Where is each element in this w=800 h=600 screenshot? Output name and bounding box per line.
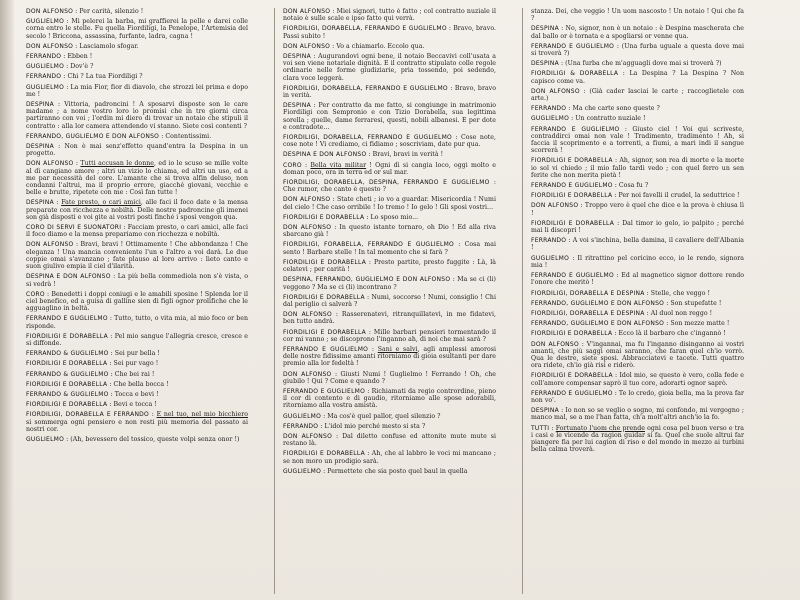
line-text: Per carità, silenzio ! [79, 8, 144, 15]
dialogue-line: FIORDILIGI, DORABELLA, DESPINA, FERRANDO E GUGLIELMO : Che rumor, che canto è questo ? [283, 179, 496, 194]
speaker-name: FERRANDO & GUGLIELMO [26, 370, 109, 378]
speaker-name: FIORDILIGI E DORABELLA [283, 328, 367, 336]
dialogue-line: FERRANDO E GUGLIELMO : Ed al magnetico signor dottore rendo l'onore che meritò ! [531, 272, 744, 287]
line-text: Bella vita militar ! Ogni dì si cangia loco, oggi molto e doman poco, ora in terra ed or sul mar. [283, 161, 496, 176]
dialogue-line: FIORDILIGI E DORABELLA : Sei pur vago ! [26, 360, 159, 368]
line-text: La più bella commediola non s'è vista, o si vedrà ! [26, 273, 248, 288]
speaker-name: FERRANDO E GUGLIELMO [531, 182, 613, 190]
speaker-name: FERRANDO [531, 105, 567, 113]
speaker-name: GUGLIELMO [531, 115, 570, 123]
speaker-name: FERRANDO E GUGLIELMO [283, 387, 366, 395]
dialogue-line: GUGLIELMO : Mi pelerei la barba, mi graffierei la pelle e darei colle corna entro le stelle. Fu quella Fiordiligi, la Penelope, l'Artemisia del secolo ! Briccona, assassina, furfante, ladra, cagna ! [26, 18, 248, 40]
speaker-name: FIORDILIGI E DORABELLA [283, 213, 365, 221]
speaker-name: FERRANDO E GUGLIELMO [531, 389, 613, 397]
speaker-name: DON ALFONSO [26, 160, 74, 168]
dialogue-line: FIORDILIGI & DORABELLA : La Despina ? La Despina ? Non capisco come va. [531, 70, 744, 85]
dialogue-line: FIORDILIGI E DORABELLA : Ah, signor, son rea di morte e la morte io sol vi chiedo ; il mio fallo tardi vedo ; con quel ferro un sen ferite che non merita pietà ! [531, 157, 744, 179]
dialogue-line: DESPINA, FERRANDO, GUGLIELMO E DON ALFONSO : Ma se ci (li) veggono ? Ma se ci (li) incontrano ? [283, 276, 496, 291]
speaker-name: TUTTI [531, 424, 550, 432]
text-columns [26, 8, 786, 594]
speaker-name: DESPINA [283, 102, 311, 110]
line-text: Contentissimi. [165, 132, 212, 140]
line-text: Ed al magnetico signor dottore rendo l'onore che meritò ! [531, 272, 744, 287]
speaker-name: DON ALFONSO [531, 340, 579, 348]
speaker-name: FIORDILIGI E DORABELLA [26, 360, 108, 368]
speaker-name: DON ALFONSO [283, 311, 332, 319]
speaker-name: FIORDILIGI E DORABELLA [26, 380, 108, 388]
dialogue-line: FIORDILIGI E DORABELLA : Idol mio, se questo è vero, colla fede e coll'amore compensar saprò il tuo core, adorarti ognor saprò. [531, 372, 744, 387]
speaker-name: FIORDILIGI E DORABELLA [531, 219, 615, 227]
dialogue-line: DON ALFONSO : Lasciamolo sfogar. [26, 42, 139, 50]
line-text: (Ah, bevessero del tossico, queste volpi senza onor !) [70, 435, 240, 443]
dialogue-line: DON ALFONSO : State cheti ; io vo a guardar. Misericordia ! Numi del cielo ! Che caso orribile ! Io tremo ! Io gelo ! Gli sposi vostri... [283, 196, 496, 211]
line-text: No, signor, non è un notaio : è Despina mascherata che dal ballo or è tornata e a spogliarsi or venne qua. [531, 25, 744, 40]
line-text: Bravi, bravi in verità ! [372, 151, 444, 159]
line-text: Ma cos'è quel pallor, quel silenzio ? [327, 412, 441, 420]
dialogue-line: FERRANDO : A voi s'inchina, bella damina, il cavaliere dell'Albania ! [531, 237, 744, 252]
line-text: Cose note, cose note ! Vi crediamo, ci fidiamo ; soscriviam, date pur qua. [283, 134, 496, 149]
dialogue-line: FIORDILIGI, DORABELLA, FERRANDO E GUGLIELMO : Bravo, bravo in verità. [283, 84, 496, 100]
line-text: Dov'è ? [70, 63, 94, 71]
speaker-name: FERRANDO, GUGLIELMO E DON ALFONSO [531, 299, 665, 307]
dialogue-line: DESPINA : Fate presto, o cari amici, alle faci il foco date e la mensa preparate con ricchezza e nobiltà. Delle nostre padroncine gli imenei son già disposti e voi gite ai vostri posti finché i sposi vengon qua. [26, 199, 248, 221]
dialogue-line: FERRANDO : L'idol mio perché mesto si sta ? [283, 422, 426, 430]
dialogue-line: DESPINA : Io non so se veglio o sogno, mi confondo, mi vergogno ; manco mal, se a me l'han fatta, ch'a molt'altri anch'io la fo. [531, 407, 744, 422]
speaker-name: CORO [283, 161, 302, 169]
line-text: Al duol non reggo ! [650, 309, 713, 317]
dialogue-line: FERRANDO E GUGLIELMO : Tutto, tutto, o vita mia, al mio foco or ben risponde. [26, 315, 248, 330]
dialogue-line: FERRANDO E GUGLIELMO : Cosa fu ? [531, 182, 649, 190]
speaker-name: FIORDILIGI, DORABELLA, FERRANDO E GUGLIELMO [283, 84, 448, 92]
line-text: Son mezze matte ! [670, 320, 730, 328]
line-text: Ma se ci (li) veggono ? Ma se ci (li) incontrano ? [283, 276, 496, 291]
line-text: Per noi favelli il crudel, la seduttrice ! [618, 192, 740, 200]
speaker-name: DON ALFONSO [531, 87, 580, 95]
line-text: Mi pelerei la barba, mi graffierei la pelle e darei colle corna entro le stelle. Fu quella Fiordiligi, la Penelope, l'Artemisia del secolo ! Briccona, assassina, furfante, ladra, cagna ! [26, 18, 248, 40]
speaker-name: FIORDILIGI E DORABELLA [531, 330, 613, 338]
speaker-name: DON ALFONSO [283, 42, 331, 50]
speaker-name: FERRANDO [26, 73, 62, 81]
line-text: (Una furba uguale a questa dove mai si troverà ?) [531, 42, 744, 58]
line-text: La mia Fior, fior di diavolo, che strozzi lei prima e dopo me ! [26, 83, 248, 98]
dialogue-line: FERRANDO : Chi ? La tua Fiordiligi ? [26, 73, 143, 81]
line-text: State cheti ; io vo a guardar. Misericordia ! Numi del cielo ! Che caso orribile ! Io tremo ! Io gelo ! Gli sposi vostri... [283, 196, 496, 211]
line-text: Stelle, che veggo ! [650, 289, 711, 297]
speaker-name: FERRANDO & GUGLIELMO [26, 390, 109, 398]
dialogue-line: FIORDILIGI E DORABELLA : Mille barbari pensieri tormentando il cor mi vanno ; se discoprono l'inganno ah, di noi che mai sarà ? [283, 328, 496, 343]
line-text: Cosa mai sento ! Barbare stelle ! In tal momento che si farà ? [283, 241, 496, 256]
speaker-name: DESPINA [531, 25, 559, 33]
speaker-name: FIORDILIGI E DORABELLA [531, 157, 613, 165]
line-text: Pel mio sangue l'allegria cresce, cresce e si diffonde. [26, 332, 248, 347]
line-text: Chi ? La tua Fiordiligi ? [67, 73, 143, 81]
speaker-name: GUGLIELMO [283, 412, 322, 420]
speaker-name: DESPINA [531, 407, 559, 415]
dialogue-line: DON ALFONSO : Troppo vero è quel che dice e la prova è chiusa lì ! [531, 202, 744, 217]
line-text: Te lo credo, gioia bella, ma la prova far non vo'. [531, 389, 744, 404]
page-binding-shadow [0, 0, 14, 600]
song-incipit: Fate presto, o cari amici [61, 199, 141, 207]
speaker-name: DESPINA [531, 60, 559, 68]
speaker-name: FIORDILIGI, DORABELLA, FERRANDO E GUGLIELMO [283, 134, 452, 142]
column-right [522, 8, 744, 594]
speaker-name: DON ALFONSO [283, 8, 331, 15]
line-text: Sani e salvi, agli amplessi amorosi delle nostre fidissime amanti ritorniamo di gioia esultanti per dare premio alla lor fedeltà ! [283, 345, 496, 368]
line-text: L'idol mio perché mesto si sta ? [324, 422, 426, 430]
dialogue-line: FERRANDO : Ebben ! [26, 53, 93, 61]
speaker-name: FERRANDO E GUGLIELMO [531, 125, 620, 133]
dialogue-line: DON ALFONSO : Tutti accusan le donne, ed io le scuso se mille volte al dì cangiano amore ; altri un vizio lo chiama, ed altri un uso, ed a me par necessità del core. L'amante che si trova alfin deluso, non condanni l'altrui, ma il proprio errore, giacché giovani, vecchie e belle e brutte, ripetete con me : Così fan tutte ! [26, 160, 248, 197]
speaker-name: DESPINA E DON ALFONSO [26, 273, 111, 281]
line-text: Numi, soccorso ! Numi, consiglio ! Chi dal periglio ci salverà ? [283, 293, 496, 308]
dialogue-line: CORO : Bella vita militar ! Ogni dì si cangia loco, oggi molto e doman poco, ora in terra ed or sul mar. [283, 161, 496, 176]
dialogue-line: DESPINA : No, signor, non è un notaio : è Despina mascherata che dal ballo or è tornata e a spogliarsi or venne qua. [531, 25, 744, 40]
dialogue-line: GUGLIELMO : Il ritrattino pel coricino ecco, io le rendo, signora mia ! [531, 254, 744, 269]
line-text: Un contratto nuziale ! [575, 115, 646, 123]
speaker-name: FIORDILIGI E DORABELLA [26, 401, 108, 409]
dialogue-line: DESPINA : Non è mai senz'effetto quand'entra la Despina in un progetto. [26, 143, 248, 158]
speaker-name: FIORDILIGI E DORABELLA [531, 192, 613, 200]
dialogue-line: GUGLIELMO : Permettete che sia posto quel baul in quella [283, 467, 468, 475]
song-incipit: Fortunato l'uom che prende [555, 424, 645, 432]
dialogue-line: FIORDILIGI E DORABELLA : Bevi e tocca ! [26, 401, 157, 409]
speaker-name: GUGLIELMO [26, 435, 65, 443]
dialogue-line: DESPINA : Per contratto da me fatto, si congiunge in matrimonio Fiordiligi con Sempronio e con Tizio Dorabella, sua legittima sorella ; quelle, dame ferraresi, questi, nobili albanesi. E per dote e contradote... [283, 102, 496, 131]
speaker-name: FERRANDO E GUGLIELMO [26, 315, 108, 323]
line-text: Tocca e bevi ! [114, 390, 159, 398]
speaker-name: FERRANDO [283, 422, 319, 430]
speaker-name: FERRANDO E GUGLIELMO [531, 42, 615, 50]
dialogue-line: DON ALFONSO : V'ingannai, ma fu l'inganno disinganno ai vostri amanti, che più saggi omai saranno, che faran quel ch'io vorrò. Qua le destre, siete sposi. Abbracciatevi e tacete. Tutti quattro ora ridete, ch'io già risi e riderò. [531, 340, 744, 370]
line-text: Per contratto da me fatto, si congiunge in matrimonio Fiordiligi con Sempronio e con Tizio Dorabella, sua legittima sorella ; quelle, dame ferraresi, questi, nobili albanesi. E per dote e contradote... [283, 102, 496, 131]
dialogue-line: DON ALFONSO : Miei signori, tutto è fatto ; col contratto nuziale il notaio è sulle scale e ipso fatto qui verrà. [283, 8, 496, 23]
speaker-name: FIORDILIGI E DORABELLA [283, 293, 365, 301]
dialogue-line: DON ALFONSO : In questo istante tornaro, oh Dio ! Ed alla riva sbarcano già ! [283, 224, 496, 239]
speaker-name: FIORDILIGI E DORABELLA [26, 332, 108, 340]
dialogue-line: DESPINA E DON ALFONSO : La più bella commediola non s'è vista, o si vedrà ! [26, 273, 248, 288]
line-text: Permettete che sia posto quel baul in quella [327, 467, 468, 475]
dialogue-line: FERRANDO & GUGLIELMO : Sei pur bella ! [26, 350, 160, 358]
line-text: (Già cader lasciai le carte ; raccoglietele con arte.) [531, 87, 744, 103]
line-text: Lo sposo mio... [370, 213, 419, 221]
speaker-name: DESPINA [26, 101, 54, 109]
speaker-name: DESPINA [26, 143, 54, 151]
dialogue-line: DON ALFONSO : Rasserenatevi, ritranquillatevi, in me fidatevi, ben tutto andrà. [283, 311, 496, 326]
line-text: Ah, che al labbro le voci mi mancano ; se non moro un prodigio sarà. [283, 450, 496, 465]
speaker-name: FIORDILIGI & DORABELLA [531, 70, 619, 78]
line-text: Sei pur vago ! [113, 360, 159, 368]
line-text: Son stupefatte ! [670, 299, 722, 307]
line-text: La Despina ? La Despina ? Non capisco come va. [531, 70, 744, 85]
dialogue-line [531, 8, 744, 22]
line-text: Presto partite, presto fuggite : Là, là celatevi ; per carità ! [283, 258, 496, 274]
dialogue-line: GUGLIELMO : Dov'è ? [26, 63, 94, 71]
line-text: Facciam presto, o cari amici, alle faci il foco diamo e la mensa prepariamo con ricchezza e nobiltà. [26, 224, 248, 239]
dialogue-line: FERRANDO, GUGLIELMO E DON ALFONSO : Son stupefatte ! [531, 299, 722, 307]
line-text: Troppo vero è quel che dice e la prova è chiusa lì ! [531, 202, 744, 217]
dialogue-line: FIORDILIGI E DORABELLA : Ah, che al labbro le voci mi mancano ; se non moro un prodigio sarà. [283, 450, 496, 465]
speaker-name: DESPINA, FERRANDO, GUGLIELMO E DON ALFONSO [283, 276, 451, 284]
speaker-name: FERRANDO E GUGLIELMO [283, 345, 369, 353]
speaker-name: DESPINA [26, 199, 54, 207]
speaker-name: DESPINA E DON ALFONSO [283, 151, 367, 159]
dialogue-line: GUGLIELMO : La mia Fior, fior di diavolo, che strozzi lei prima e dopo me ! [26, 83, 248, 98]
speaker-name: FIORDILIGI, DORABELLA E DESPINA [531, 289, 645, 297]
line-text: Giusti Numi ! Guglielmo ! Ferrando ! Oh, che giubilo ! Qui ? Come e quando ? [283, 370, 496, 385]
speaker-name: FIORDILIGI, DORABELLA, FERRANDO E GUGLIELMO [283, 25, 447, 33]
dialogue-line: DESPINA : Vittoria, padroncini ! A sposarvi disposte son le care madame ; a nome vostro loro io promisi che in tre giorni circa partiranno con voi ; l'ordin mi diero di trovar un notaio che stipuli il contratto : alla lor camera attendendo vi stanno. Siete così contenti ? [26, 101, 248, 130]
dialogue-line: FIORDILIGI, DORABELLA E DESPINA : Al duol non reggo ! [531, 309, 713, 317]
line-text: Bravi, bravi ! Ottimamente ! Che abbondanza ! Che eleganza ! Una mancia conveniente l'un e l'altro a voi darà. Le due coppie omai s'avanzano ; fate plauso al loro arrivo : lieto canto e suon giulivo empia il ciel d'ilarità. [26, 241, 248, 271]
line-text: Rasserenatevi, ritranquillatevi, in me fidatevi, ben tutto andrà. [283, 311, 496, 326]
dialogue-line: FIORDILIGI E DORABELLA : Che bella bocca ! [26, 380, 169, 388]
dialogue-line: DON ALFONSO : Dal diletto confuse ed attonite mute mute si restano là. [283, 432, 496, 448]
song-incipit: Tutti accusan le donne [80, 160, 154, 168]
speaker-name: FERRANDO [26, 53, 62, 61]
dialogue-line: FIORDILIGI E DORABELLA : Ecco là il barbaro che c'ingannò ! [531, 330, 726, 338]
line-text: Ma che carte sono queste ? [572, 105, 660, 113]
line-text: Richiamati da regio contrordine, pieno il cor di contento e di gaudio, ritorniamo alle spose adorabili, ritorniamo alla vostra amistà. [283, 387, 496, 410]
speaker-name: FIORDILIGI E DORABELLA [283, 450, 365, 458]
dialogue-line: FERRANDO : Ma che carte sono queste ? [531, 105, 660, 113]
dialogue-line: DON ALFONSO : Giusti Numi ! Guglielmo ! Ferrando ! Oh, che giubilo ! Qui ? Come e quando ? [283, 370, 496, 385]
line-text: Fate presto, o cari amici, alle faci il foco date e la mensa preparate con ricchezza e nobiltà. Delle nostre padroncine gli imenei son già disposti e voi gite ai vostri posti finché i sposi vengon qua. [26, 199, 248, 221]
dialogue-line: DON ALFONSO : Bravi, bravi ! Ottimamente ! Che abbondanza ! Che eleganza ! Una mancia conveniente l'un e l'altro a voi darà. Le due coppie omai s'avanzano ; fate plauso al loro arrivo : lieto canto e suon giulivo empia il ciel d'ilarità. [26, 241, 248, 271]
line-text: Ebben ! [67, 53, 93, 61]
dialogue-line: FIORDILIGI E DORABELLA : Presto partite, presto fuggite : Là, là celatevi ; per carità ! [283, 258, 496, 274]
speaker-name: CORO [26, 290, 45, 298]
dialogue-line: TUTTI : Fortunato l'uom che prende ogni cosa pel buon verso e tra i casi e le vicende da ragion guidar si fa. Quel che suole altrui far piangere fia per lui cagion di riso e del mondo in mezzo ai turbini bella calma troverà. [531, 424, 744, 454]
speaker-name: DESPINA [283, 53, 311, 61]
speaker-name: FIORDILIGI E DORABELLA [531, 372, 613, 380]
line-text: Tutto, tutto, o vita mia, al mio foco or ben risponde. [26, 315, 248, 330]
song-incipit: E nel tuo, nel mio bicchiero [156, 411, 248, 419]
dialogue-line: FERRANDO E GUGLIELMO : Te lo credo, gioia bella, ma la prova far non vo'. [531, 389, 744, 404]
dialogue-line: FIORDILIGI, DORABELLA, FERRANDO E GUGLIELMO : Cose note, cose note ! Vi crediamo, ci fidiamo ; soscriviam, date pur qua. [283, 134, 496, 149]
speaker-name: FERRANDO, GUGLIELMO E DON ALFONSO [26, 132, 160, 140]
line-text: V'ingannai, ma fu l'inganno disinganno ai vostri amanti, che più saggi omai saranno, che faran quel ch'io vorrò. Qua le destre, siete sposi. Abbracciatevi e tacete. Tutti quattro ora ridete, ch'io già risi e riderò. [531, 340, 744, 370]
line-text: stanza. Dei, che veggio ! Un uom nascosto ! Un notaio ! Qui che fa ? [531, 8, 744, 23]
dialogue-line: FERRANDO & GUGLIELMO : Tocca e bevi ! [26, 390, 159, 398]
speaker-name: GUGLIELMO [26, 18, 65, 26]
line-text: Bevi e tocca ! [113, 401, 157, 409]
song-incipit: Bella vita militar [310, 161, 367, 169]
dialogue-line: CORO : Benedetti i doppi coniugi e le amabili sposine ! Splenda lor il ciel benefico, ed a guisa di galline sien di figli ognor prolifiche che le agguaglino in beltà. [26, 290, 248, 313]
line-text: Benedetti i doppi coniugi e le amabili sposine ! Splenda lor il ciel benefico, ed a guisa di galline sien di figli ognor prolifiche che le agguaglino in beltà. [26, 290, 248, 313]
speaker-name: FERRANDO & GUGLIELMO [26, 350, 109, 358]
speaker-name: DON ALFONSO [26, 42, 74, 50]
line-text: Che rumor, che canto è questo ? [283, 186, 386, 194]
dialogue-line: FIORDILIGI E DORABELLA : Dal timor io gelo, io palpito ; perché mai li discopri ! [531, 219, 744, 235]
dialogue-line: FIORDILIGI, FORABELLA, FERRANDO E GUGLIELMO : Cosa mai sento ! Barbare stelle ! In tal momento che si farà ? [283, 241, 496, 256]
line-text: Dal diletto confuse ed attonite mute mute si restano là. [283, 432, 496, 448]
line-text: E nel tuo, nel mio bicchiero si sommerga ogni pensiero e non resti più memoria del passato ai nostri cor. [26, 411, 248, 433]
line-text: Giusto ciel ! Voi qui scriveste, contraddirci omai non vale ! Tradimento, tradimento ! Ah, si faccia il scoprimento e a torrenti, a fiumi, a mari indi il sangue scorrerà ! [531, 125, 744, 155]
dialogue-line: CORO DI SERVI E SUONATORI : Facciam presto, o cari amici, alle faci il foco diamo e la mensa prepariamo con ricchezza e nobiltà. [26, 224, 248, 239]
dialogue-line: FERRANDO E GUGLIELMO : Giusto ciel ! Voi qui scriveste, contraddirci omai non vale ! Tradimento, tradimento ! Ah, si faccia il scoprimento e a torrenti, a fiumi, a mari indi il sangue scorrerà ! [531, 125, 744, 155]
dialogue-line: DESPINA : Augurandovi ogni bene, il notaio Beccavivi coll'usata a voi sen viene notariale dignità. E il contratto stipulato colle regole ordinarie nelle forme giudiziarie, pria tossendo, poi sedendo, clara voce leggerà. [283, 53, 496, 82]
speaker-name: GUGLIELMO [26, 83, 65, 91]
line-text: Ah, signor, son rea di morte e la morte io sol vi chiedo ; il mio fallo tardi vedo ; con quel ferro un sen ferite che non merita pietà ! [531, 157, 744, 179]
speaker-name: FIORDILIGI, DORABELLA, DESPINA, FERRANDO E GUGLIELMO [283, 179, 490, 187]
speaker-name: FERRANDO, GUGLIELMO E DON ALFONSO [531, 320, 665, 328]
speaker-name: FIORDILIGI, DORABELLA E DESPINA [531, 309, 645, 317]
line-text: Augurandovi ogni bene, il notaio Beccavivi coll'usata a voi sen viene notariale dignità. E il contratto stipulato colle regole ordinarie nelle forme giudiziarie, pria tossendo, poi sedendo, clara voce leggerà. [283, 53, 496, 82]
line-text: In questo istante tornaro, oh Dio ! Ed alla riva sbarcano già ! [283, 224, 496, 239]
dialogue-line: DESPINA : (Una furba che m'agguagli dove mai si troverà ?) [531, 60, 722, 68]
dialogue-line: FERRANDO E GUGLIELMO : Richiamati da regio contrordine, pieno il cor di contento e di gaudio, ritorniamo alle spose adorabili, ritorniamo alla vostra amistà. [283, 387, 496, 410]
line-text: Vo a chiamarlo. Eccolo qua. [336, 42, 425, 50]
speaker-name: GUGLIELMO [26, 63, 65, 71]
speaker-name: FIORDILIGI E DORABELLA [283, 258, 367, 266]
line-text: Tutti accusan le donne, ed io le scuso se mille volte al dì cangiano amore ; altri un vizio lo chiama, ed altri un uso, ed a me par necessità del core. L'amante che si trova alfin deluso, non condanni l'altrui, ma il proprio errore, giacché giovani, vecchie e belle e brutte, ripetete con me : Così fan tutte ! [26, 160, 248, 197]
song-incipit: Sani e salvi [377, 345, 418, 353]
line-text: Che bella bocca ! [113, 380, 169, 388]
dialogue-line: FERRANDO E GUGLIELMO : (Una furba uguale a questa dove mai si troverà ?) [531, 42, 744, 58]
speaker-name: GUGLIELMO [283, 467, 322, 475]
dialogue-line: GUGLIELMO : Un contratto nuziale ! [531, 115, 646, 123]
line-text: Io non so se veglio o sogno, mi confondo, mi vergogno ; manco mal, se a me l'han fatta, ch'a molt'altri anch'io la fo. [531, 407, 744, 422]
speaker-name: DON ALFONSO [26, 8, 74, 15]
line-text: Cosa fu ? [618, 182, 649, 190]
line-text: Bravo, bravo in verità. [283, 84, 496, 100]
line-text: Idol mio, se questo è vero, colla fede e coll'amore compensar saprò il tuo core, adorarti ognor saprò. [531, 372, 744, 387]
dialogue-line: FERRANDO & GUGLIELMO : Che bei rai ! [26, 370, 155, 378]
dialogue-line: FERRANDO, GUGLIELMO E DON ALFONSO : Son mezze matte ! [531, 320, 730, 328]
dialogue-line: FERRANDO E GUGLIELMO : Sani e salvi, agli amplessi amorosi delle nostre fidissime amanti ritorniamo di gioia esultanti per dare premio alla lor fedeltà ! [283, 345, 496, 368]
speaker-name: CORO DI SERVI E SUONATORI [26, 224, 122, 232]
line-text: Vittoria, padroncini ! A sposarvi disposte son le care madame ; a nome vostro loro io promisi che in tre giorni circa partiranno con voi ; l'ordin mi diero di trovar un notaio che stipuli il contratto : alla lor camera attendendo vi stanno. Siete così contenti ? [26, 101, 248, 130]
dialogue-line: FIORDILIGI, DORABELLA E DESPINA : Stelle, che veggo ! [531, 289, 711, 297]
speaker-name: GUGLIELMO [531, 254, 570, 262]
speaker-name: FERRANDO E GUGLIELMO [531, 272, 614, 280]
line-text: Miei signori, tutto è fatto ; col contratto nuziale il notaio è sulle scale e ipso fatto qui verrà. [283, 8, 496, 23]
dialogue-line: GUGLIELMO : (Ah, bevessero del tossico, queste volpi senza onor !) [26, 435, 240, 443]
speaker-name: DON ALFONSO [283, 370, 332, 378]
dialogue-line: FIORDILIGI E DORABELLA : Pel mio sangue l'allegria cresce, cresce e si diffonde. [26, 332, 248, 347]
line-text: Fortunato l'uom che prende ogni cosa pel buon verso e tra i casi e le vicende da ragion guidar si fa. Quel che suole altrui far piangere fia per lui cagion di riso e del mondo in mezzo ai turbini bella calma troverà. [531, 424, 744, 454]
dialogue-line: FERRANDO, GUGLIELMO E DON ALFONSO : Contentissimi. [26, 132, 212, 140]
dialogue-line: DON ALFONSO : Vo a chiamarlo. Eccolo qua. [283, 42, 425, 50]
line-text: Che bei rai ! [114, 370, 155, 378]
dialogue-line: FIORDILIGI, DORABELLA, FERRANDO E GUGLIELMO : Bravo, bravo. Passi subito ! [283, 25, 496, 40]
speaker-name: DON ALFONSO [283, 196, 331, 204]
dialogue-line: FIORDILIGI, DORABELLA E FERRANDO : E nel tuo, nel mio bicchiero si sommerga ogni pensiero e non resti più memoria del passato ai nostri cor. [26, 411, 248, 433]
speaker-name: FERRANDO [531, 237, 567, 245]
dialogue-line: DON ALFONSO : (Già cader lasciai le carte ; raccoglietele con arte.) [531, 87, 744, 103]
line-text: Il ritrattino pel coricino ecco, io le rendo, signora mia ! [531, 254, 744, 269]
dialogue-line: DON ALFONSO : Per carità, silenzio ! [26, 8, 144, 15]
speaker-name: FIORDILIGI, DORABELLA E FERRANDO [26, 411, 150, 419]
column-middle [274, 8, 496, 594]
line-text: Ecco là il barbaro che c'ingannò ! [618, 330, 726, 338]
dialogue-line: DESPINA E DON ALFONSO : Bravi, bravi in verità ! [283, 151, 444, 159]
line-text: Sei pur bella ! [114, 350, 160, 358]
line-text: Dal timor io gelo, io palpito ; perché mai li discopri ! [531, 219, 744, 235]
column-left [26, 8, 248, 594]
dialogue-line: FIORDILIGI E DORABELLA : Lo sposo mio... [283, 213, 419, 221]
line-text: Non è mai senz'effetto quand'entra la Despina in un progetto. [26, 143, 248, 158]
dialogue-line: FIORDILIGI E DORABELLA : Numi, soccorso ! Numi, consiglio ! Chi dal periglio ci salverà ? [283, 293, 496, 308]
speaker-name: DON ALFONSO [26, 241, 74, 249]
speaker-name: DON ALFONSO [283, 224, 332, 232]
line-text: (Una furba che m'agguagli dove mai si troverà ?) [565, 60, 722, 68]
line-text: Mille barbari pensieri tormentando il cor mi vanno ; se discoprono l'inganno ah, di noi che mai sarà ? [283, 328, 496, 343]
dialogue-line: FIORDILIGI E DORABELLA : Per noi favelli il crudel, la seduttrice ! [531, 192, 740, 200]
speaker-name: DON ALFONSO [283, 432, 333, 440]
line-text: Lasciamolo sfogar. [79, 42, 139, 50]
line-text: A voi s'inchina, bella damina, il cavaliere dell'Albania ! [531, 237, 744, 252]
speaker-name: DON ALFONSO [531, 202, 579, 210]
line-text: Bravo, bravo. Passi subito ! [283, 25, 496, 40]
dialogue-line: GUGLIELMO : Ma cos'è quel pallor, quel silenzio ? [283, 412, 441, 420]
speaker-name: FIORDILIGI, FORABELLA, FERRANDO E GUGLIELMO [283, 241, 454, 249]
